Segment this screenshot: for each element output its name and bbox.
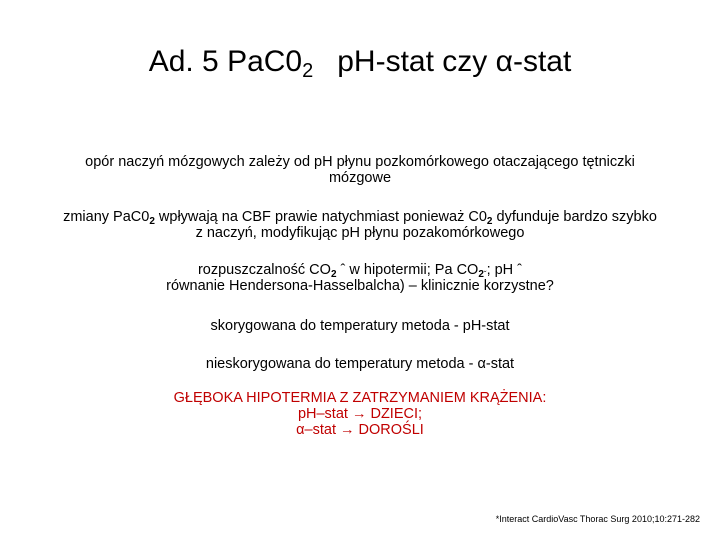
paragraph-line: nieskorygowana do temperatury metoda - α-stat [205, 356, 515, 372]
paragraph-line: α–stat → DOROŚLI [296, 422, 424, 438]
paragraph-line: z naczyń, modyfikując pH płynu pozakomórkowego [195, 225, 525, 241]
paragraph-line: mózgowe [328, 170, 392, 186]
paragraph-line: rozpuszczalność $CO_2$ ˆ w hipotermii; Pa $CO_{2ˇ}$; pH ˆ [197, 262, 523, 280]
paragraph-vascular-resistance [0, 154, 720, 186]
paragraph-line: równanie Hendersona-Hasselbalcha) – klinicznie korzystne? [166, 278, 554, 294]
paragraph-line: opór naczyń mózgowych zależy od pH płynu pozkomórkowego otaczającego tętniczki [85, 154, 635, 170]
paragraph-line: pH–stat → DZIECI; [297, 406, 423, 422]
paragraph-line: zmiany $PaC0_2$ wpływają na CBF prawie natychmiast ponieważ $C0_2$ dyfunduje bardzo szybko [63, 209, 657, 227]
paragraph-paco2-cbf [0, 209, 720, 241]
paragraph-line: skorygowana do temperatury metoda - pH-stat [210, 318, 510, 334]
paragraph-alpha-stat [0, 356, 720, 372]
title-subscript: 2 [302, 60, 314, 82]
down-arrow-icon: ˇ [483, 270, 487, 279]
paragraph-deep-hypothermia [0, 390, 720, 438]
citation: *Interact CardioVasc Thorac Surg 2010;10:271-282 [495, 514, 700, 524]
title-prefix: Ad. 5 PaC0 [148, 45, 303, 78]
slide-title [0, 42, 720, 82]
paragraph-ph-stat [0, 318, 720, 334]
paragraph-co2-solubility [0, 262, 720, 294]
title-rest: pH-stat czy α-stat [337, 45, 572, 78]
paragraph-line: GŁĘBOKA HIPOTERMIA Z ZATRZYMANIEM KRĄŻENIA: [173, 390, 547, 406]
